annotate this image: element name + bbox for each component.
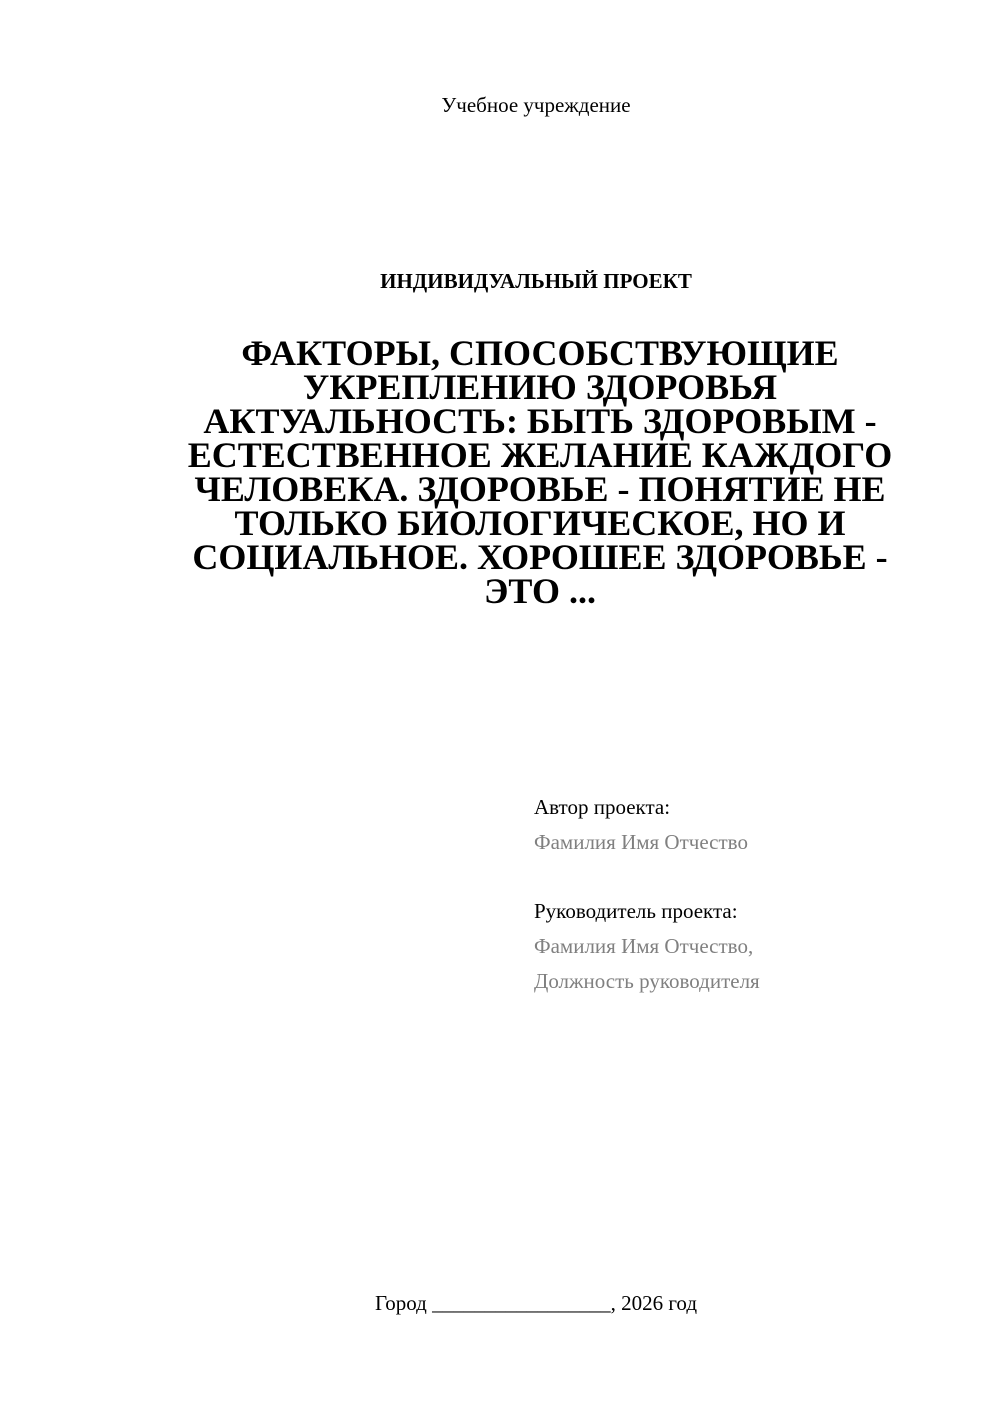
author-label: Автор проекта: xyxy=(534,795,671,819)
supervisor-label: Руководитель проекта: xyxy=(534,899,738,923)
supervisor-position: Должность руководителя xyxy=(534,969,760,993)
credits-spacer xyxy=(534,860,974,894)
project-title: ФАКТОРЫ, СПОСОБСТВУЮЩИЕ УКРЕПЛЕНИЮ ЗДОРОВЬЯ АКТУАЛЬНОСТЬ: БЫТЬ ЗДОРОВЫМ - ЕСТЕСТВЕННОЕ ЖЕЛАНИЕ КАЖДОГО ЧЕЛОВЕКА. ЗДОРОВЬЕ - ПОНЯТИЕ НЕ ТОЛЬКО БИОЛОГИЧЕСКОЕ, НО И СОЦИАЛЬНОЕ. ХОРОШЕЕ ЗДОРОВЬЕ - ЭТО ... xyxy=(187,333,893,611)
city-year-line: Город _________________, 2026 год xyxy=(374,1291,698,1315)
author-name: Фамилия Имя Отчество xyxy=(534,830,748,854)
document-type: ИНДИВИДУАЛЬНЫЙ ПРОЕКТ xyxy=(380,269,692,293)
credits-block xyxy=(534,790,974,999)
supervisor-name: Фамилия Имя Отчество, xyxy=(534,934,754,958)
institution-name: Учебное учреждение xyxy=(441,93,631,117)
